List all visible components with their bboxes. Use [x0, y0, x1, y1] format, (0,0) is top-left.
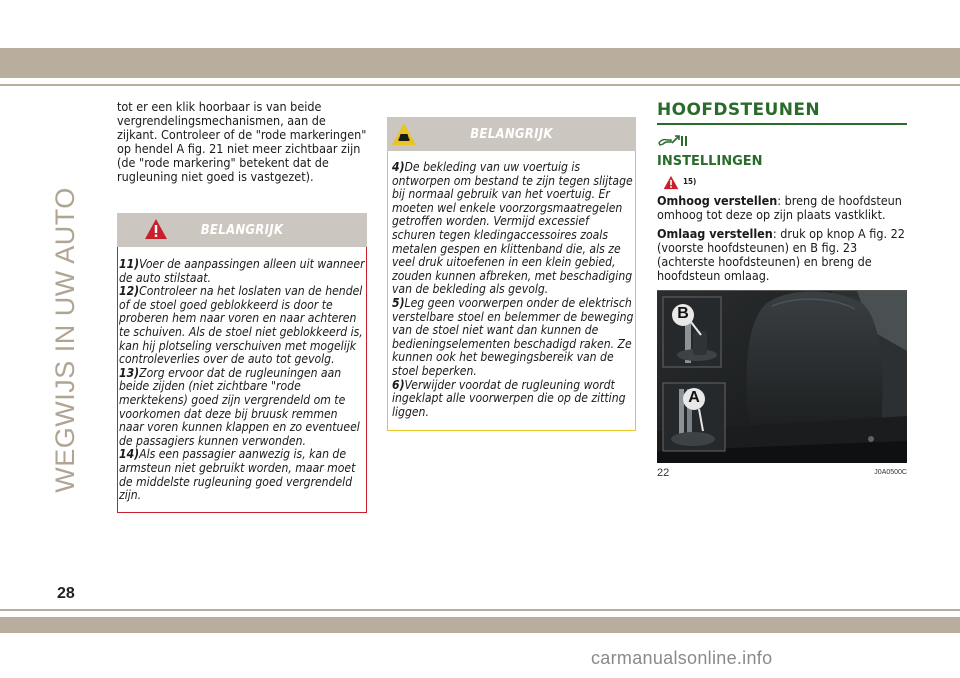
item-number: 4): [392, 160, 405, 174]
item-text: Voer de aanpassingen alleen uit wanneer de auto stilstaat.: [119, 257, 365, 285]
figure-caption: [657, 467, 907, 479]
warning-box: [387, 151, 636, 431]
callout-b-label: B: [677, 305, 689, 322]
lower-text: : druk op knop A fig. 22 (voorste hoofdsteunen) en B fig. 23 (achterste hoofdsteunen) en breng de hoofdsteun omlaag.: [657, 226, 905, 283]
raise-label: Omhoog verstellen: [657, 193, 778, 208]
inset-button-b: [663, 297, 721, 367]
hand-wrench-icon: [657, 134, 691, 148]
warning-triangle-icon: [663, 175, 679, 190]
headrest-photo: [657, 291, 907, 463]
column-2: [387, 100, 636, 431]
warning-title: BELANGRIJK: [470, 127, 553, 142]
warning-header: [117, 213, 367, 247]
item-number: 6): [392, 377, 405, 392]
subheading: INSTELLINGEN: [657, 154, 763, 169]
item-text: Als een passagier aanwezig is, kan de armsteun niet gebruikt worden, maar moet de middelste rugleuning goed vergrendeld zijn.: [119, 447, 356, 503]
item-number: 11): [119, 257, 140, 271]
warning-item: [119, 448, 365, 502]
item-number: 12): [119, 284, 140, 299]
item-number: 5): [392, 295, 405, 310]
paragraph-lower: [657, 227, 907, 283]
watermark: carmanualsonline.info: [591, 648, 773, 668]
page-number: 28: [57, 585, 75, 602]
raise-text: : breng de hoofdsteun omhoog tot deze op zijn plaats vastklikt.: [657, 193, 902, 222]
item-text: Leg geen voorwerpen onder de elektrisch verstelbare stoel en belemmer de beweging van de stoel niet want dan kunnen de bedieningselementen beschadigd raken. Ze kunnen ook het bewegingsbereik van de stoel beperken.: [392, 295, 634, 378]
warning-item: [392, 161, 634, 297]
bottom-rule: [0, 609, 960, 611]
column-3: [657, 100, 907, 283]
warning-item: [119, 258, 365, 285]
item-number: 14): [119, 447, 140, 462]
paragraph-raise: [657, 194, 907, 222]
item-text: Verwijder voordat de rugleuning wordt ingeklapt alle voorwerpen die op de zitting liggen.: [392, 377, 626, 419]
top-rule: [0, 84, 960, 86]
section-heading: HOOFDSTEUNEN: [657, 100, 820, 120]
bottom-band: [0, 617, 960, 633]
warning-header: [387, 117, 636, 151]
top-band: [0, 48, 960, 78]
warning-ref-row: [657, 173, 907, 193]
item-text: Controleer na het loslaten van de hendel of de stoel goed geblokkeerd is door te proberen hem naar voren en naar achteren te schuiven. Als de stoel niet geblokkeerd is, kan hij plotseling verschuiven met mogelijk controleverlies over de auto tot gevolg.: [119, 284, 363, 367]
heading-rule: [657, 123, 907, 125]
warning-item: [119, 367, 365, 449]
callout-a-label: A: [688, 389, 700, 406]
warning-title: BELANGRIJK: [200, 223, 284, 238]
chapter-side-title: WEGWIJS IN UW AUTO: [50, 187, 80, 493]
warning-box: [117, 247, 367, 513]
item-number: 13): [119, 365, 140, 380]
warning-reference: 15): [683, 177, 697, 186]
figure-code: J0A0500C: [874, 469, 907, 476]
continued-paragraph: tot er een klik hoorbaar is van beide vergrendelingsmechanismen, aan de zijkant. Controleer of de "rode markeringen" op hendel A fig. 21 niet meer zichtbaar zijn (de "rode markering" betekent dat de rugleuning niet goed is vastgezet).: [117, 99, 367, 184]
warning-item: [119, 285, 365, 367]
warning-item: [392, 297, 634, 379]
figure-number: 22: [657, 467, 670, 479]
item-text: Zorg ervoor dat de rugleuningen aan beide zijden (niet zichtbare "rode merktekens) goed zijn vergrendeld om te voorkomen dat deze bij bruusk remmen naar voren kunnen klappen en zo eventueel de passagiers kunnen verwonden.: [119, 365, 360, 448]
warning-item: [392, 379, 634, 420]
headrest-figure: [657, 290, 907, 463]
lower-label: Omlaag verstellen: [657, 226, 773, 241]
column-1: [117, 100, 367, 513]
item-text: De bekleding van uw voertuig is ontworpen om bestand te zijn tegen slijtage bij normaal gebruik van het voertuig. Er moeten wel enkele voorzorgsmaatregelen getroffen worden. Vermijd excessief schuren tegen kledingaccessoires zoals metalen gespen en klittenband die, als ze veel druk uitoefenen in een klein gebied, zouden kunnen afbreken, met beschadiging van de bekleding als gevolg.: [392, 160, 633, 297]
